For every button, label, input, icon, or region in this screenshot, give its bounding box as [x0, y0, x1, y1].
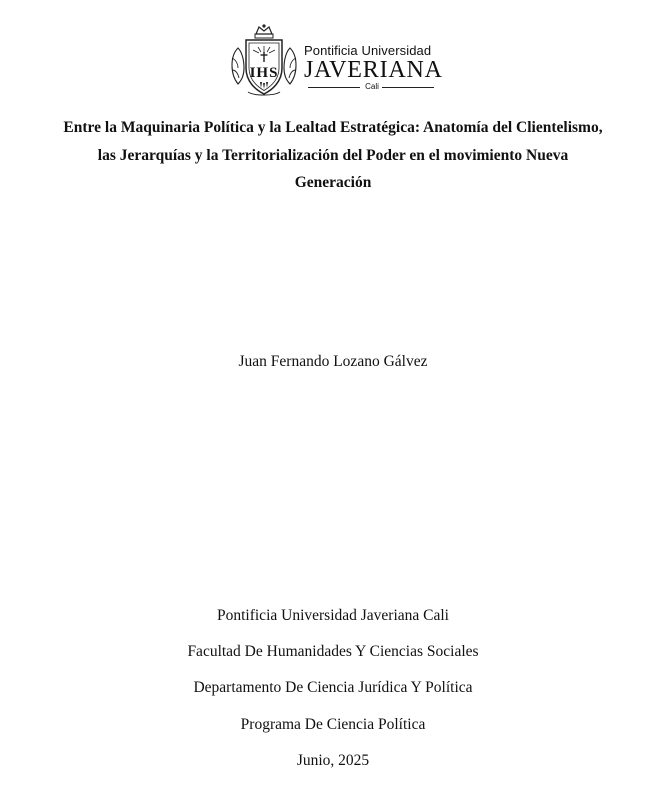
logo-line-cali: Cali: [304, 82, 440, 92]
logo-line-pontificia: Pontificia Universidad: [304, 43, 432, 58]
faculty-name: Facultad De Humanidades Y Ciencias Sociales: [187, 643, 479, 660]
seal-letters: IHS: [249, 65, 279, 81]
author-name: Juan Fernando Lozano Gálvez: [238, 353, 428, 370]
university-name: Pontificia Universidad Javeriana Cali: [216, 607, 449, 624]
department-name: Departamento De Ciencia Jurídica Y Política: [193, 679, 473, 696]
document-date: Junio, 2025: [296, 752, 370, 769]
program-name: Programa De Ciencia Política: [240, 716, 426, 733]
logo-wordmark: [304, 43, 443, 92]
university-logo: [226, 22, 443, 98]
university-seal-icon: [226, 22, 302, 98]
document-title: Entre la Maquinaria Política y la Lealtad Estratégica: Anatomía del Clientelismo, las Jerarquías y la Territorialización del Poder en el movimiento Nueva Generación: [63, 119, 603, 191]
logo-line-javeriana: JAVERIANA: [304, 57, 443, 83]
